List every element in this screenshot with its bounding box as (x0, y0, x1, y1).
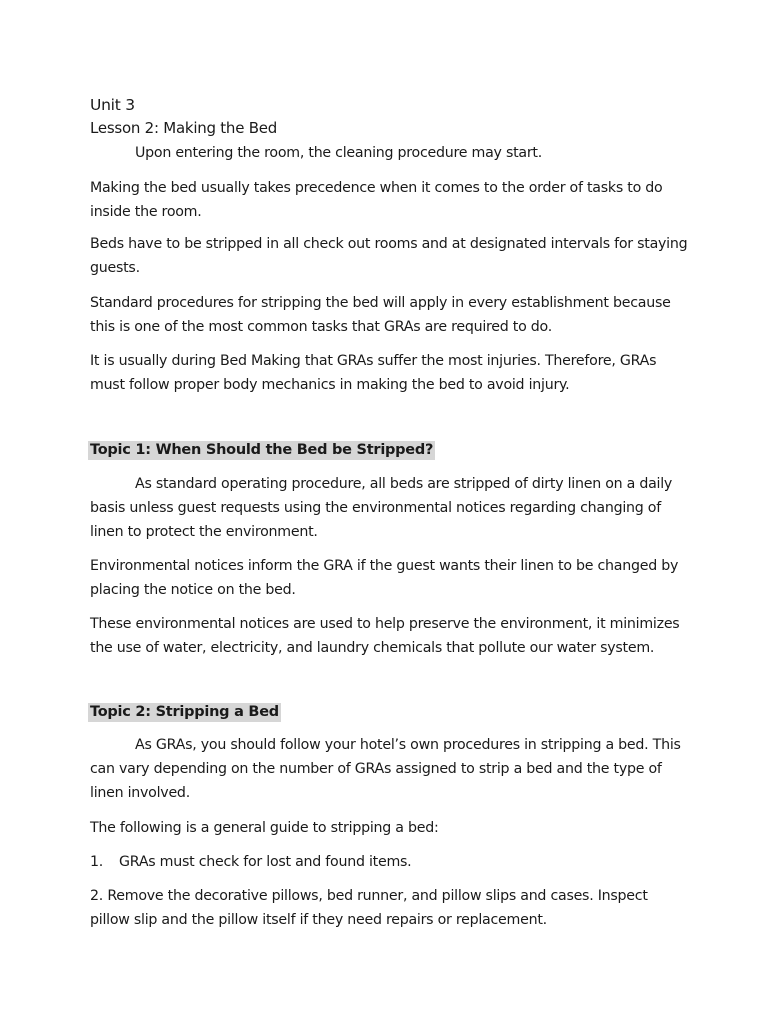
intro-paragraph: It is usually during Bed Making that GRAs suffer the most injuries. Therefore, GRAs must follow proper body mechanics in making the bed to avoid injury. (90, 353, 657, 393)
intro-paragraph: Making the bed usually takes precedence when it comes to the order of tasks to do inside the room. (90, 180, 663, 220)
list-item-step-1 (90, 851, 690, 875)
topic-2-paragraph: As GRAs, you should follow your hotel’s own procedures in stripping a bed. This can vary depending on the number of GRAs assigned to strip a bed and the type of linen involved. (90, 737, 681, 801)
topic-1-paragraph: These environmental notices are used to help preserve the environment, it minimizes the use of water, electricity, and laundry chemicals that pollute our water system. (90, 616, 680, 656)
intro-paragraph: Beds have to be stripped in all check out rooms and at designated intervals for staying guests. (90, 236, 688, 276)
topic-2-heading-text: Topic 2: Stripping a Bed (90, 704, 279, 720)
list-item-number: 1. (90, 854, 104, 870)
list-item-text: GRAs must check for lost and found items. (119, 854, 412, 870)
intro-paragraph: Standard procedures for stripping the bed will apply in every establishment because this is one of the most common tasks that GRAs are required to do. (90, 295, 671, 335)
list-item-step-2 (90, 885, 690, 933)
lesson-title: Lesson 2: Making the Bed (90, 119, 277, 137)
intro-paragraph: Upon entering the room, the cleaning procedure may start. (135, 145, 542, 161)
topic-2-paragraph: The following is a general guide to stripping a bed: (90, 820, 439, 836)
topic-1-paragraph: As standard operating procedure, all beds are stripped of dirty linen on a daily basis unless guest requests using the environmental notices regarding changing of linen to protect the environment. (90, 476, 673, 540)
topic-1-heading-text: Topic 1: When Should the Bed be Stripped? (90, 442, 434, 458)
list-item-text: Remove the decorative pillows, bed runner, and pillow slips and cases. Inspect pillow slip and the pillow itself if they need repairs or replacement. (90, 888, 648, 928)
topic-1-heading (90, 439, 690, 463)
list-item-number: 2. (90, 888, 104, 904)
topic-2-heading (90, 701, 690, 725)
unit-title: Unit 3 (90, 96, 135, 114)
topic-1-paragraph: Environmental notices inform the GRA if the guest wants their linen to be changed by placing the notice on the bed. (90, 558, 679, 598)
